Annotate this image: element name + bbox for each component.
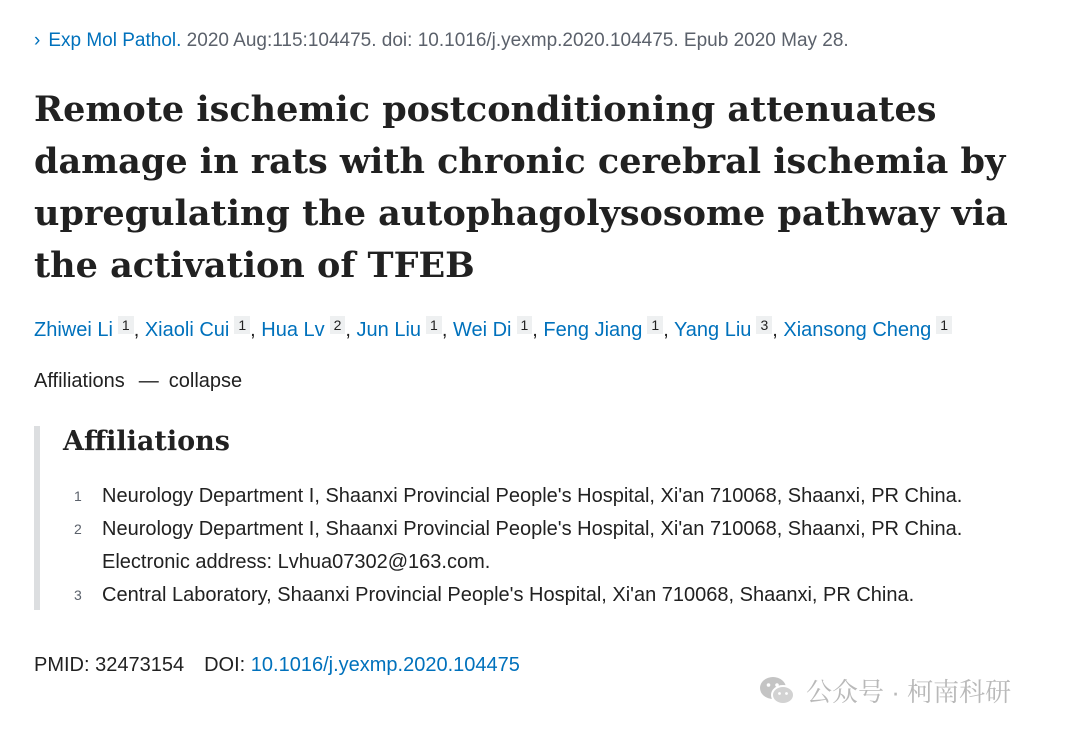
- affiliation-ref[interactable]: 1: [118, 316, 134, 334]
- affiliation-ref[interactable]: 1: [517, 316, 533, 334]
- wechat-icon: [758, 675, 796, 707]
- chevron-right-icon[interactable]: ›: [34, 30, 41, 51]
- affiliations-heading: Affiliations: [63, 426, 230, 457]
- author-separator: ,: [441, 319, 448, 341]
- collapse-button[interactable]: collapse: [168, 370, 243, 392]
- affiliation-text: Neurology Department I, Shaanxi Provincial People's Hospital, Xi'an 710068, Shaanxi, PR China.: [102, 518, 963, 540]
- identifiers: [34, 654, 520, 677]
- affiliation-ref[interactable]: 1: [647, 316, 663, 334]
- author-list: [34, 316, 952, 342]
- affiliations-toggle[interactable]: [34, 370, 242, 393]
- author-link[interactable]: Feng Jiang: [543, 319, 643, 341]
- pmid-value: 32473154: [95, 654, 185, 676]
- watermark-text: 公众号 · 柯南科研: [806, 677, 1012, 707]
- author-separator: ,: [532, 319, 538, 341]
- affiliation-number: 1: [74, 488, 82, 504]
- affiliation-text: Neurology Department I, Shaanxi Provincial People's Hospital, Xi'an 710068, Shaanxi, PR China.: [102, 485, 963, 507]
- affiliations-panel: [34, 426, 1064, 610]
- affiliation-number: 2: [74, 521, 82, 537]
- affiliations-toggle-label: Affiliations: [34, 370, 125, 392]
- author-separator: ,: [133, 319, 140, 341]
- author-separator: ,: [772, 319, 778, 341]
- pmid-label: PMID:: [34, 654, 90, 676]
- affiliation-ref[interactable]: 1: [426, 316, 442, 334]
- affiliation-email: Electronic address: Lvhua07302@163.com.: [102, 551, 491, 573]
- author-link[interactable]: Hua Lv: [261, 319, 325, 341]
- affiliation-ref[interactable]: 1: [234, 316, 250, 334]
- author-separator: ,: [663, 319, 669, 341]
- author-link[interactable]: Zhiwei Li: [34, 319, 113, 341]
- affiliation-text: Central Laboratory, Shaanxi Provincial People's Hospital, Xi'an 710068, Shaanxi, PR China.: [102, 584, 915, 606]
- watermark: [758, 672, 1011, 709]
- affiliations-list: [70, 480, 962, 612]
- minus-icon: —: [138, 370, 159, 392]
- affiliation-item: [70, 480, 962, 513]
- journal-link[interactable]: Exp Mol Pathol.: [48, 30, 182, 51]
- author-link[interactable]: Xiansong Cheng: [783, 319, 932, 341]
- affiliation-number: 3: [74, 587, 82, 603]
- affiliation-ref[interactable]: 2: [330, 316, 346, 334]
- affiliation-item: [70, 513, 962, 579]
- doi-link[interactable]: 10.1016/j.yexmp.2020.104475: [250, 654, 520, 676]
- affiliation-ref[interactable]: 3: [756, 316, 772, 334]
- author-separator: ,: [345, 319, 351, 341]
- author-link[interactable]: Wei Di: [452, 319, 512, 341]
- author-separator: ,: [250, 319, 256, 341]
- author-link[interactable]: Yang Liu: [673, 319, 752, 341]
- affiliation-ref[interactable]: 1: [936, 316, 952, 334]
- citation-details: 2020 Aug:115:104475. doi: 10.1016/j.yexmp.2020.104475. Epub 2020 May 28.: [181, 30, 849, 51]
- doi-label: DOI:: [204, 654, 246, 676]
- author-link[interactable]: Jun Liu: [356, 319, 422, 341]
- affiliation-item: [70, 579, 962, 612]
- author-link[interactable]: Xiaoli Cui: [144, 319, 230, 341]
- citation-line: [34, 30, 849, 52]
- article-title: Remote ischemic postconditioning attenuates damage in rats with chronic cerebral ischemia by upregulating the autophagolysosome pathway via the activation of TFEB: [34, 89, 1008, 286]
